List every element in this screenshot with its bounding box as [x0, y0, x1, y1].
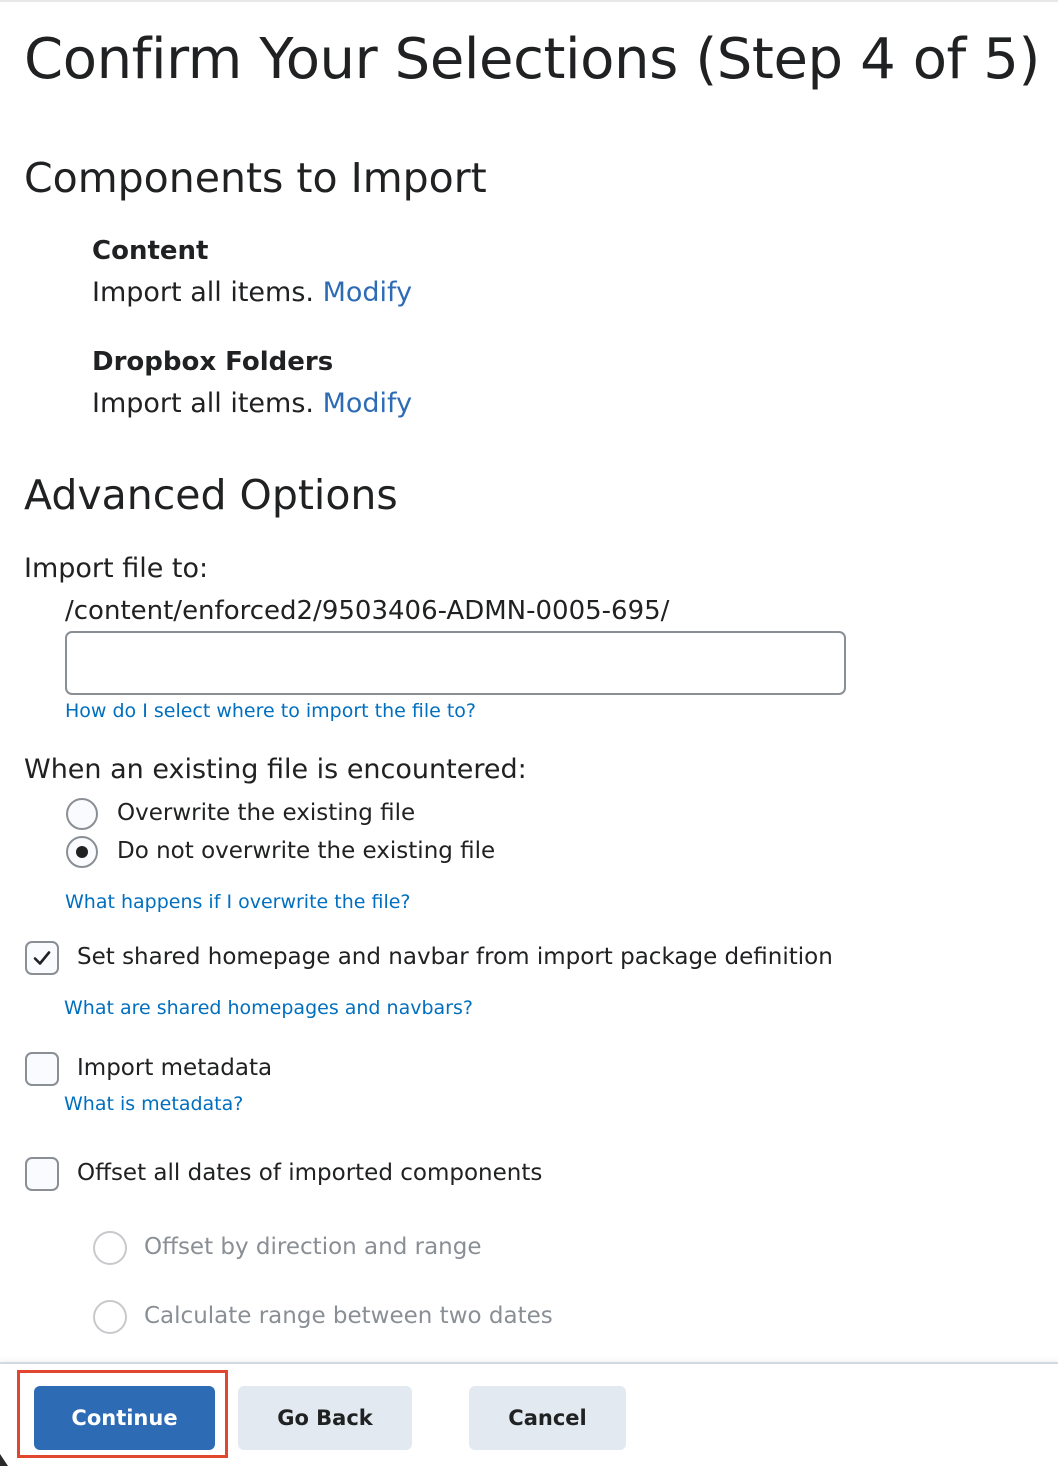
shared-homepage-help-link[interactable]: What are shared homepages and navbars? — [64, 997, 473, 1019]
existing-file-label: When an existing file is encountered: — [24, 754, 527, 785]
component-name-dropbox-folders: Dropbox Folders — [92, 347, 334, 377]
do-not-overwrite-option-label: Do not overwrite the existing file — [117, 838, 496, 864]
continue-button[interactable]: Continue — [34, 1386, 215, 1450]
component-name-content: Content — [92, 236, 209, 266]
component-summary-content — [92, 275, 412, 311]
calculate-range-label: Calculate range between two dates — [144, 1303, 553, 1329]
component-summary-dropbox-folders — [92, 386, 412, 422]
offset-dates-checkbox[interactable] — [25, 1157, 59, 1191]
go-back-button[interactable]: Go Back — [238, 1386, 412, 1450]
cancel-button[interactable]: Cancel — [469, 1386, 626, 1450]
components-heading: Components to Import — [24, 154, 487, 202]
component-description: Import all items. — [92, 277, 314, 308]
import-base-path: /content/enforced2/9503406-ADMN-0005-695/ — [65, 596, 670, 626]
component-description: Import all items. — [92, 388, 314, 419]
modify-dropbox-folders-link[interactable]: Modify — [322, 388, 413, 419]
cursor-corner-mark — [0, 1454, 8, 1466]
checkmark-icon — [32, 948, 52, 968]
offset-direction-label: Offset by direction and range — [144, 1234, 482, 1260]
import-metadata-label: Import metadata — [77, 1055, 273, 1081]
page-title: Confirm Your Selections (Step 4 of 5) — [24, 27, 1040, 92]
shared-homepage-checkbox[interactable] — [25, 941, 59, 975]
advanced-options-heading: Advanced Options — [24, 471, 398, 519]
import-to-label: Import file to: — [24, 553, 209, 584]
offset-direction-radio[interactable] — [93, 1231, 127, 1265]
overwrite-radio[interactable] — [66, 798, 98, 830]
top-divider — [0, 0, 1058, 2]
metadata-help-link[interactable]: What is metadata? — [64, 1093, 244, 1115]
overwrite-help-link[interactable]: What happens if I overwrite the file? — [65, 891, 411, 913]
modify-content-link[interactable]: Modify — [322, 277, 413, 308]
import-path-input[interactable] — [65, 631, 846, 695]
offset-dates-label: Offset all dates of imported components — [77, 1160, 543, 1186]
shared-homepage-label: Set shared homepage and navbar from import package definition — [77, 944, 833, 970]
overwrite-option-label: Overwrite the existing file — [117, 800, 416, 826]
do-not-overwrite-radio[interactable] — [66, 836, 98, 868]
import-metadata-checkbox[interactable] — [25, 1052, 59, 1086]
calculate-range-radio[interactable] — [93, 1300, 127, 1334]
import-location-help-link[interactable]: How do I select where to import the file to? — [65, 700, 476, 722]
